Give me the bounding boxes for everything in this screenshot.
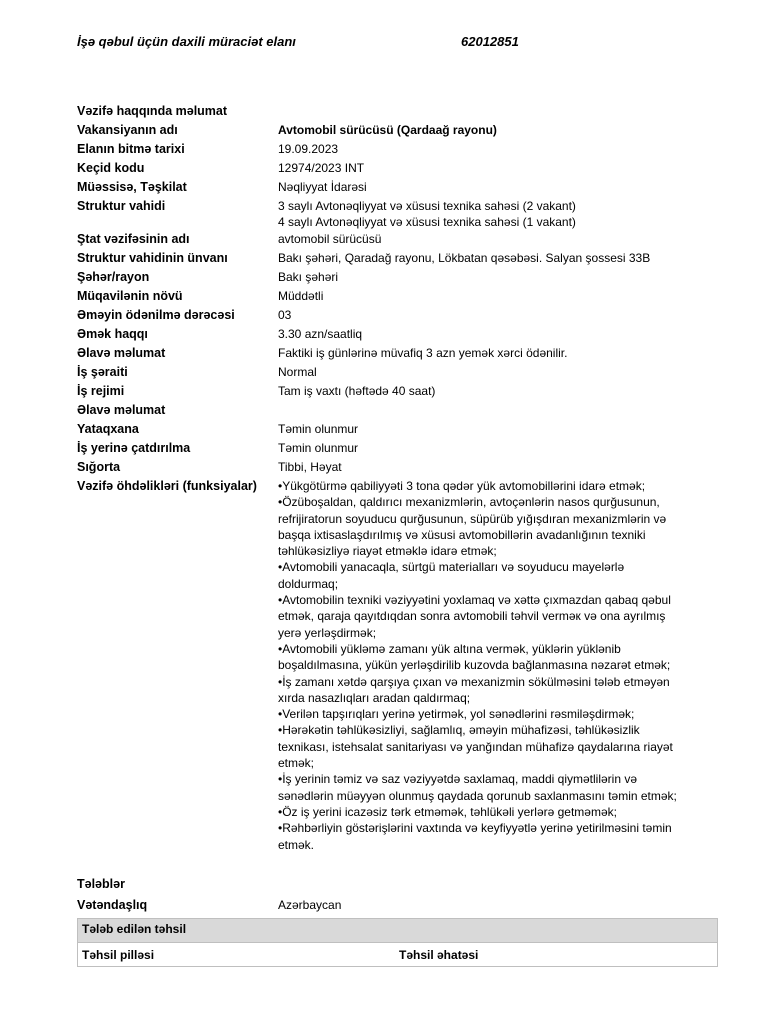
field-value: 3 saylı Avtonəqliyyat və xüsusi texnika sahəsi (2 vakant) 4 saylı Avtonəqliyyat və xüsusi texnika sahəsi (1 vakant)	[278, 199, 576, 229]
field-label: Ştat vəzifəsinin adı	[77, 232, 190, 246]
field-row-organization	[77, 179, 717, 195]
field-label: Vakansiyanın adı	[77, 123, 178, 137]
field-label: Müqavilənin növü	[77, 289, 183, 303]
field-label: Əmək haqqı	[77, 327, 148, 341]
field-label: İş şəraiti	[77, 365, 128, 379]
document-title: İşə qəbul üçün daxili müraciət elanı	[77, 34, 296, 49]
field-label: Əlavə məlumat	[77, 346, 166, 360]
field-value: 12974/2023 INT	[278, 161, 365, 175]
field-value: avtomobil sürücüsü	[278, 232, 382, 246]
field-row-address	[77, 250, 717, 266]
field-label: İş yerinə çatdırılma	[77, 441, 191, 455]
field-row-code	[77, 160, 717, 176]
field-row-additional-info-2	[77, 402, 717, 418]
section-heading-job-info: Vəzifə haqqında məlumat	[77, 104, 228, 118]
education-table-title: Tələb edilən təhsil	[78, 919, 717, 942]
field-value: Azərbaycan	[278, 898, 342, 912]
column-header-education-field: Təhsil əhatəsi	[399, 947, 479, 962]
field-row-deadline	[77, 141, 717, 157]
field-row-insurance	[77, 459, 717, 475]
field-value: Təmin olunmur	[278, 441, 359, 455]
education-table	[77, 918, 718, 967]
column-header-education-level: Təhsil pilləsi	[82, 947, 155, 962]
field-value: Təmin olunmur	[278, 422, 359, 436]
field-row-pay-grade	[77, 307, 717, 323]
field-value: Müddətli	[278, 289, 324, 303]
field-row-work-conditions	[77, 364, 717, 380]
field-value: Faktiki iş günlərinə müvafiq 3 azn yemək xərci ödənilir.	[278, 346, 568, 360]
field-row-citizenship	[77, 897, 717, 913]
field-row-structural-unit	[77, 198, 717, 230]
document-id: 62012851	[461, 34, 519, 49]
field-value: Bakı şəhəri	[278, 270, 339, 284]
field-value: Nəqliyyat İdarəsi	[278, 180, 367, 194]
field-row-dormitory	[77, 421, 717, 437]
field-label: Müəssisə, Təşkilat	[77, 180, 187, 194]
field-value: Bakı şəhəri, Qaradağ rayonu, Lökbatan qəsəbəsi. Salyan şossesi 33B	[278, 251, 651, 265]
field-label: Əməyin ödənilmə dərəcəsi	[77, 308, 235, 322]
field-row-vacancy	[77, 122, 717, 138]
field-value	[278, 402, 717, 418]
field-label: Vətəndaşlıq	[77, 898, 148, 912]
field-label: Yataqxana	[77, 422, 139, 436]
field-label: Struktur vahidi	[77, 199, 166, 213]
field-value: Tibbi, Həyat	[278, 460, 342, 474]
field-label: Əlavə məlumat	[77, 403, 166, 417]
field-row-position	[77, 231, 717, 247]
field-row-salary	[77, 326, 717, 342]
field-label: İş rejimi	[77, 384, 125, 398]
field-row-additional-info	[77, 345, 717, 361]
field-label: Keçid kodu	[77, 161, 145, 175]
field-row-city	[77, 269, 717, 285]
field-label: Struktur vahidinin ünvanı	[77, 251, 228, 265]
field-row-duties	[77, 478, 717, 853]
field-value: 3.30 azn/saatliq	[278, 327, 363, 341]
field-row-work-schedule	[77, 383, 717, 399]
field-label: Şəhər/rayon	[77, 270, 150, 284]
section-heading-requirements: Tələblər	[77, 877, 125, 891]
field-value: 19.09.2023	[278, 142, 339, 156]
field-value: Normal	[278, 365, 317, 379]
field-label: Vəzifə öhdəlikləri (funksiyalar)	[77, 479, 257, 493]
field-label: Elanın bitmə tarixi	[77, 142, 185, 156]
field-value: Avtomobil sürücüsü (Qardaağ rayonu)	[278, 123, 497, 137]
field-value: 03	[278, 308, 292, 322]
duties-text: •Yükgötürmə qabiliyyəti 3 tona qədər yük avtomobillərini idarə etmək; •Özüboşaldan, qaldırıcı mexanizmlərin, avtoçənlərin nasos qurğusunun, refrijiratorun soyuducu qurğusunun, süpürüb yığışdıran mexanizmlərin və başqa ixtisaslaşdırılmış və xüsusi avtomobillərin avadanlığının texniki təhlükəsizliyə riayət etməklə idarə etmək; •Avtomobili yanacaqla, sürtgü materialları və soyuducu mayelərlə doldurmaq; •Avtomobilin texniki vəziyyətini yoxlamaq və xəttə çıxmazdan qabaq qəbul etmək, qaraja qayıtdıqdan sonra avtomobili təhvil verməк və ona ayrılmış yerə yerləşdirmək; •Avtomobili yükləmə zamanı yük altına vermək, yüklərin yüklənib boşaldılmasına, yükün yerləşdirilib kuzovda bağlanmasına nəzarət etmək; •İş zamanı xətdə qarşıya çıxan və mexanizmin sökülməsini tələb etməyən xırda nasazlıqları aradan qaldırmaq; •Verilən tapşırıqları yerinə yetirmək, yol sənədlərini rəsmiləşdirmək; •Hərəkətin təhlükəsizliyi, sağlamlıq, əməyin mühafizəsi, təhlükəsizlik texnikası, istehsalat sanitariyası və yanğından mühafizə qaydalarına riayət etmək; •İş yerinin təmiz və saz vəziyyətdə saxlamaq, maddi qiymətlilərin və sənədlərin müəyyən olunmuş qaydada qorunub saxlanmasını təmin etmək; •Öz iş yerini icazəsiz tərk etməmək, təhlükəli yerlərə getməmək; •Rəhbərliyin göstərişlərini vaxtında və keyfiyyətlə yerinə yetirilməsini təmin etmək.	[278, 479, 677, 852]
field-value: Tam iş vaxtı (həftədə 40 saat)	[278, 384, 436, 398]
field-row-contract-type	[77, 288, 717, 304]
field-label: Sığorta	[77, 460, 121, 474]
education-table-header-row	[78, 942, 717, 966]
field-row-transport	[77, 440, 717, 456]
